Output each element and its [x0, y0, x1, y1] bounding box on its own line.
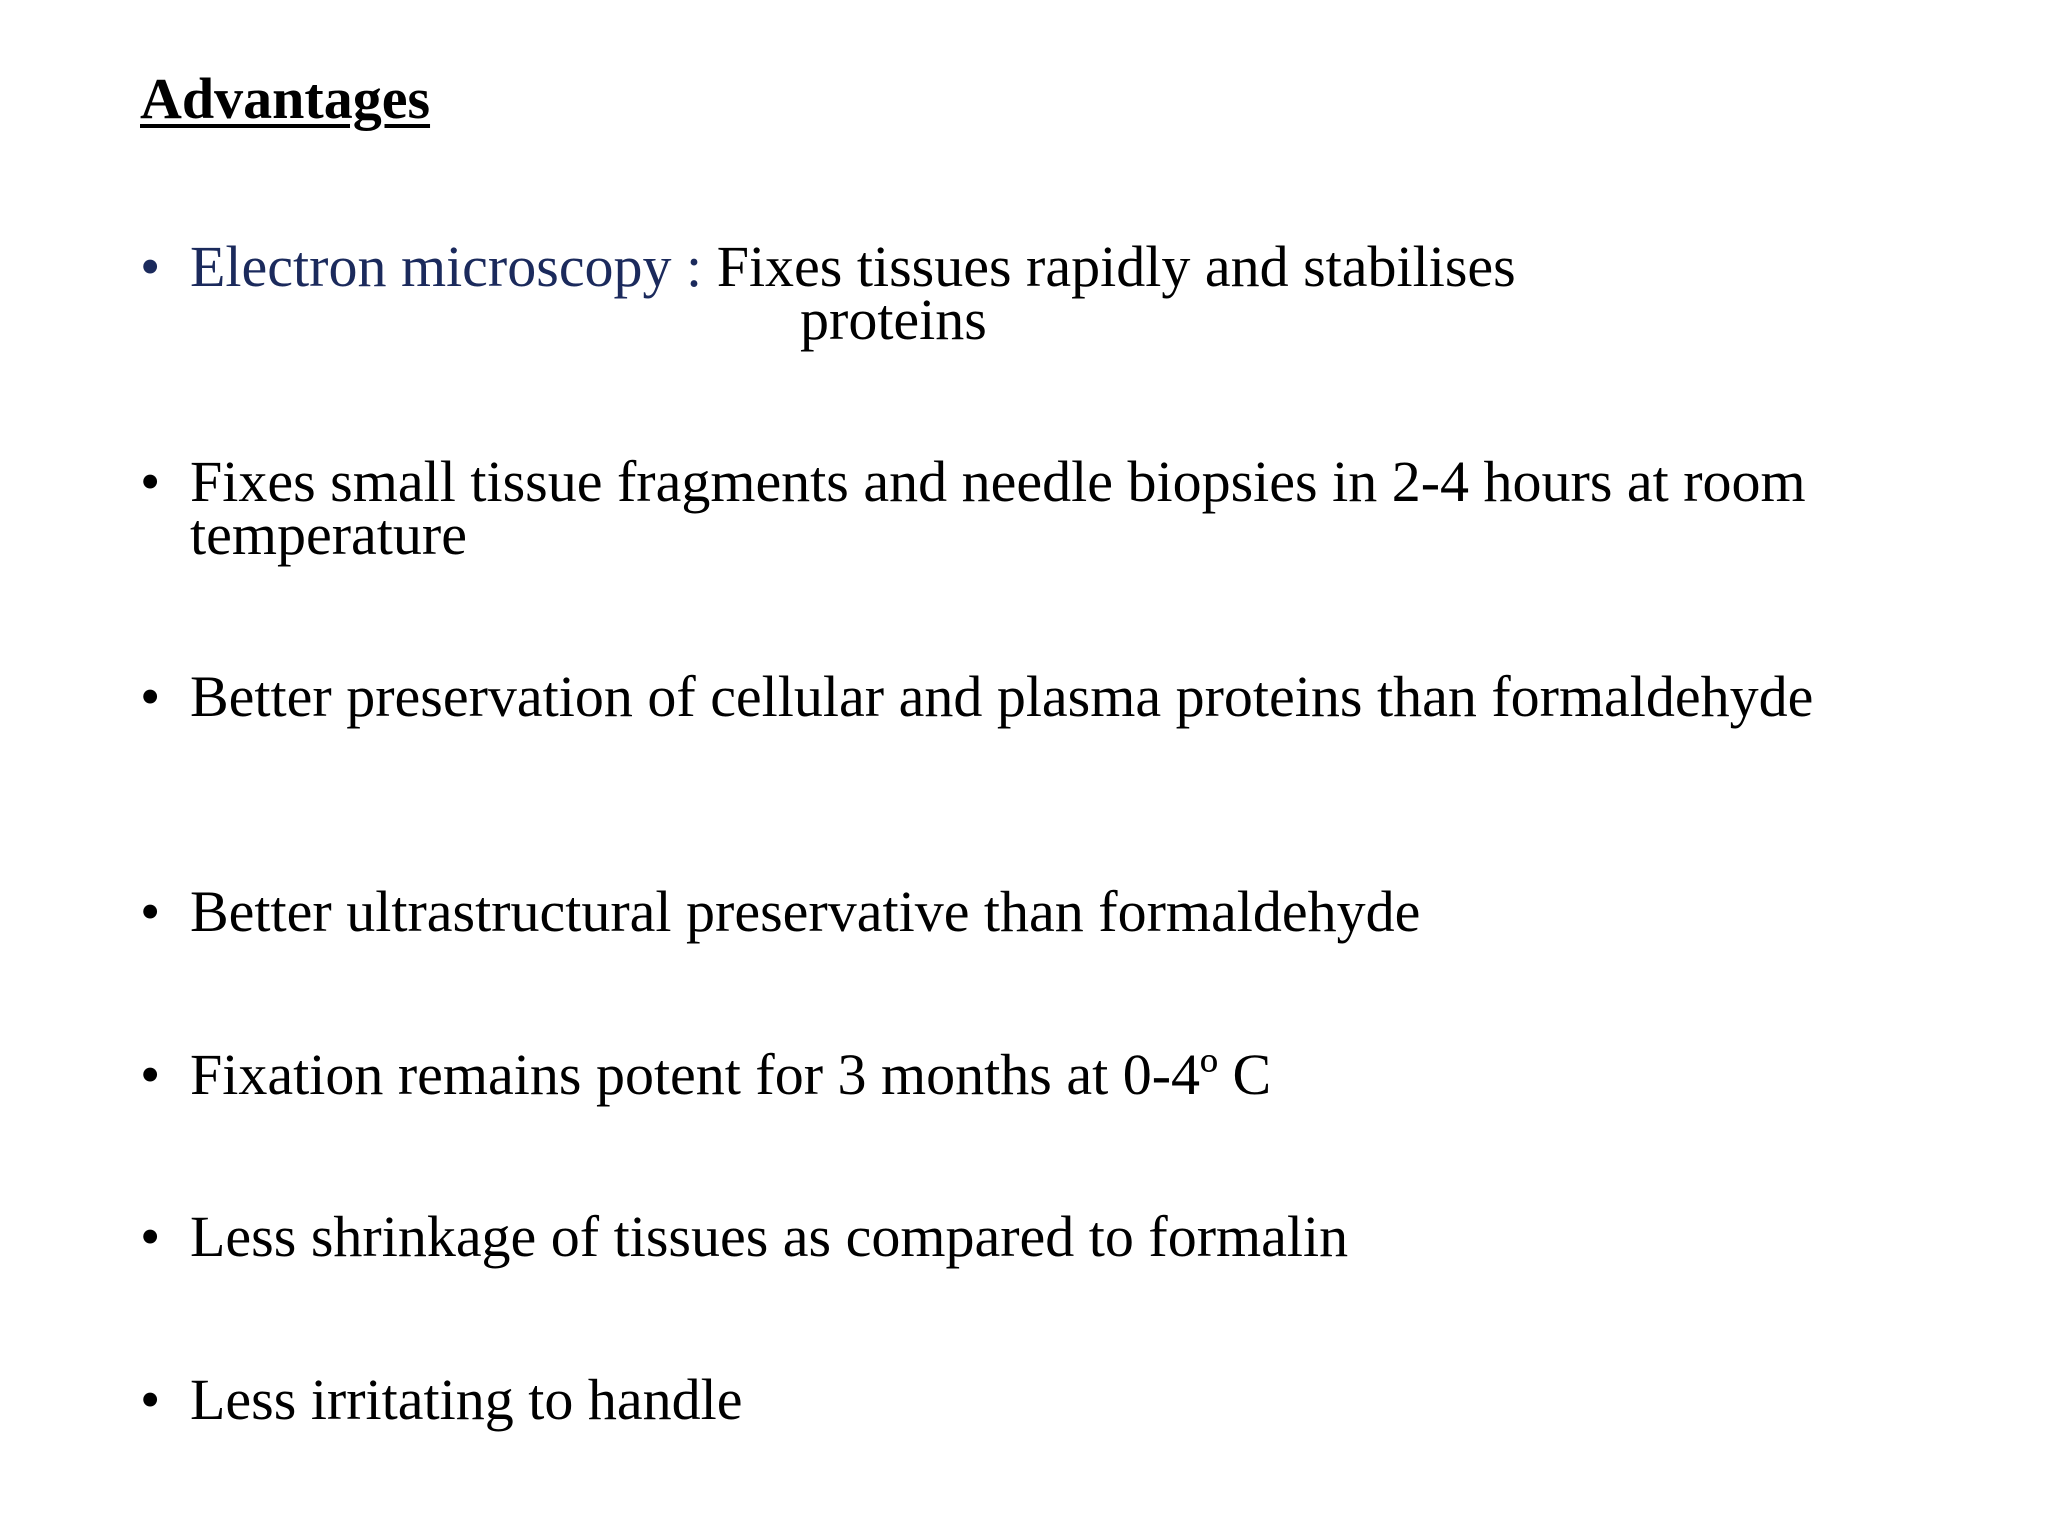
- bullet-marker: •: [140, 1204, 161, 1269]
- bullet-marker: •: [140, 449, 161, 514]
- bullet-item: [140, 234, 1980, 352]
- bullet-text: [190, 234, 1980, 352]
- bullet-marker: •: [140, 879, 161, 944]
- bullet-item: [140, 449, 1980, 567]
- bullet-item: [140, 664, 1980, 729]
- bullet-text: Better preservation of cellular and plasma proteins than formaldehyde: [190, 664, 1814, 729]
- bullet-item: [140, 1204, 1980, 1269]
- bullet-prefix: Electron microscopy :: [190, 234, 717, 299]
- bullet-marker: •: [140, 1367, 161, 1432]
- bullet-item: [140, 879, 1980, 944]
- bullet-marker: •: [140, 1042, 161, 1107]
- bullet-text: Less shrinkage of tissues as compared to formalin: [190, 1204, 1349, 1269]
- bullet-line: Fixes tissues rapidly and stabilises: [716, 234, 1516, 299]
- bullet-item: [140, 1042, 1980, 1107]
- bullet-text: Fixation remains potent for 3 months at 0-4º C: [190, 1042, 1272, 1107]
- bullet-marker: •: [140, 664, 161, 729]
- bullet-item: [140, 1367, 1980, 1432]
- bullet-text: Less irritating to handle: [190, 1367, 743, 1432]
- bullet-marker: •: [140, 234, 161, 299]
- bullet-text: Fixes small tissue fragments and needle biopsies in 2-4 hours at room temperature: [190, 449, 1806, 567]
- slide-heading: Advantages: [140, 66, 431, 131]
- bullet-text: Better ultrastructural preservative than formaldehyde: [190, 879, 1421, 944]
- bullet-line-continued: proteins: [800, 287, 987, 352]
